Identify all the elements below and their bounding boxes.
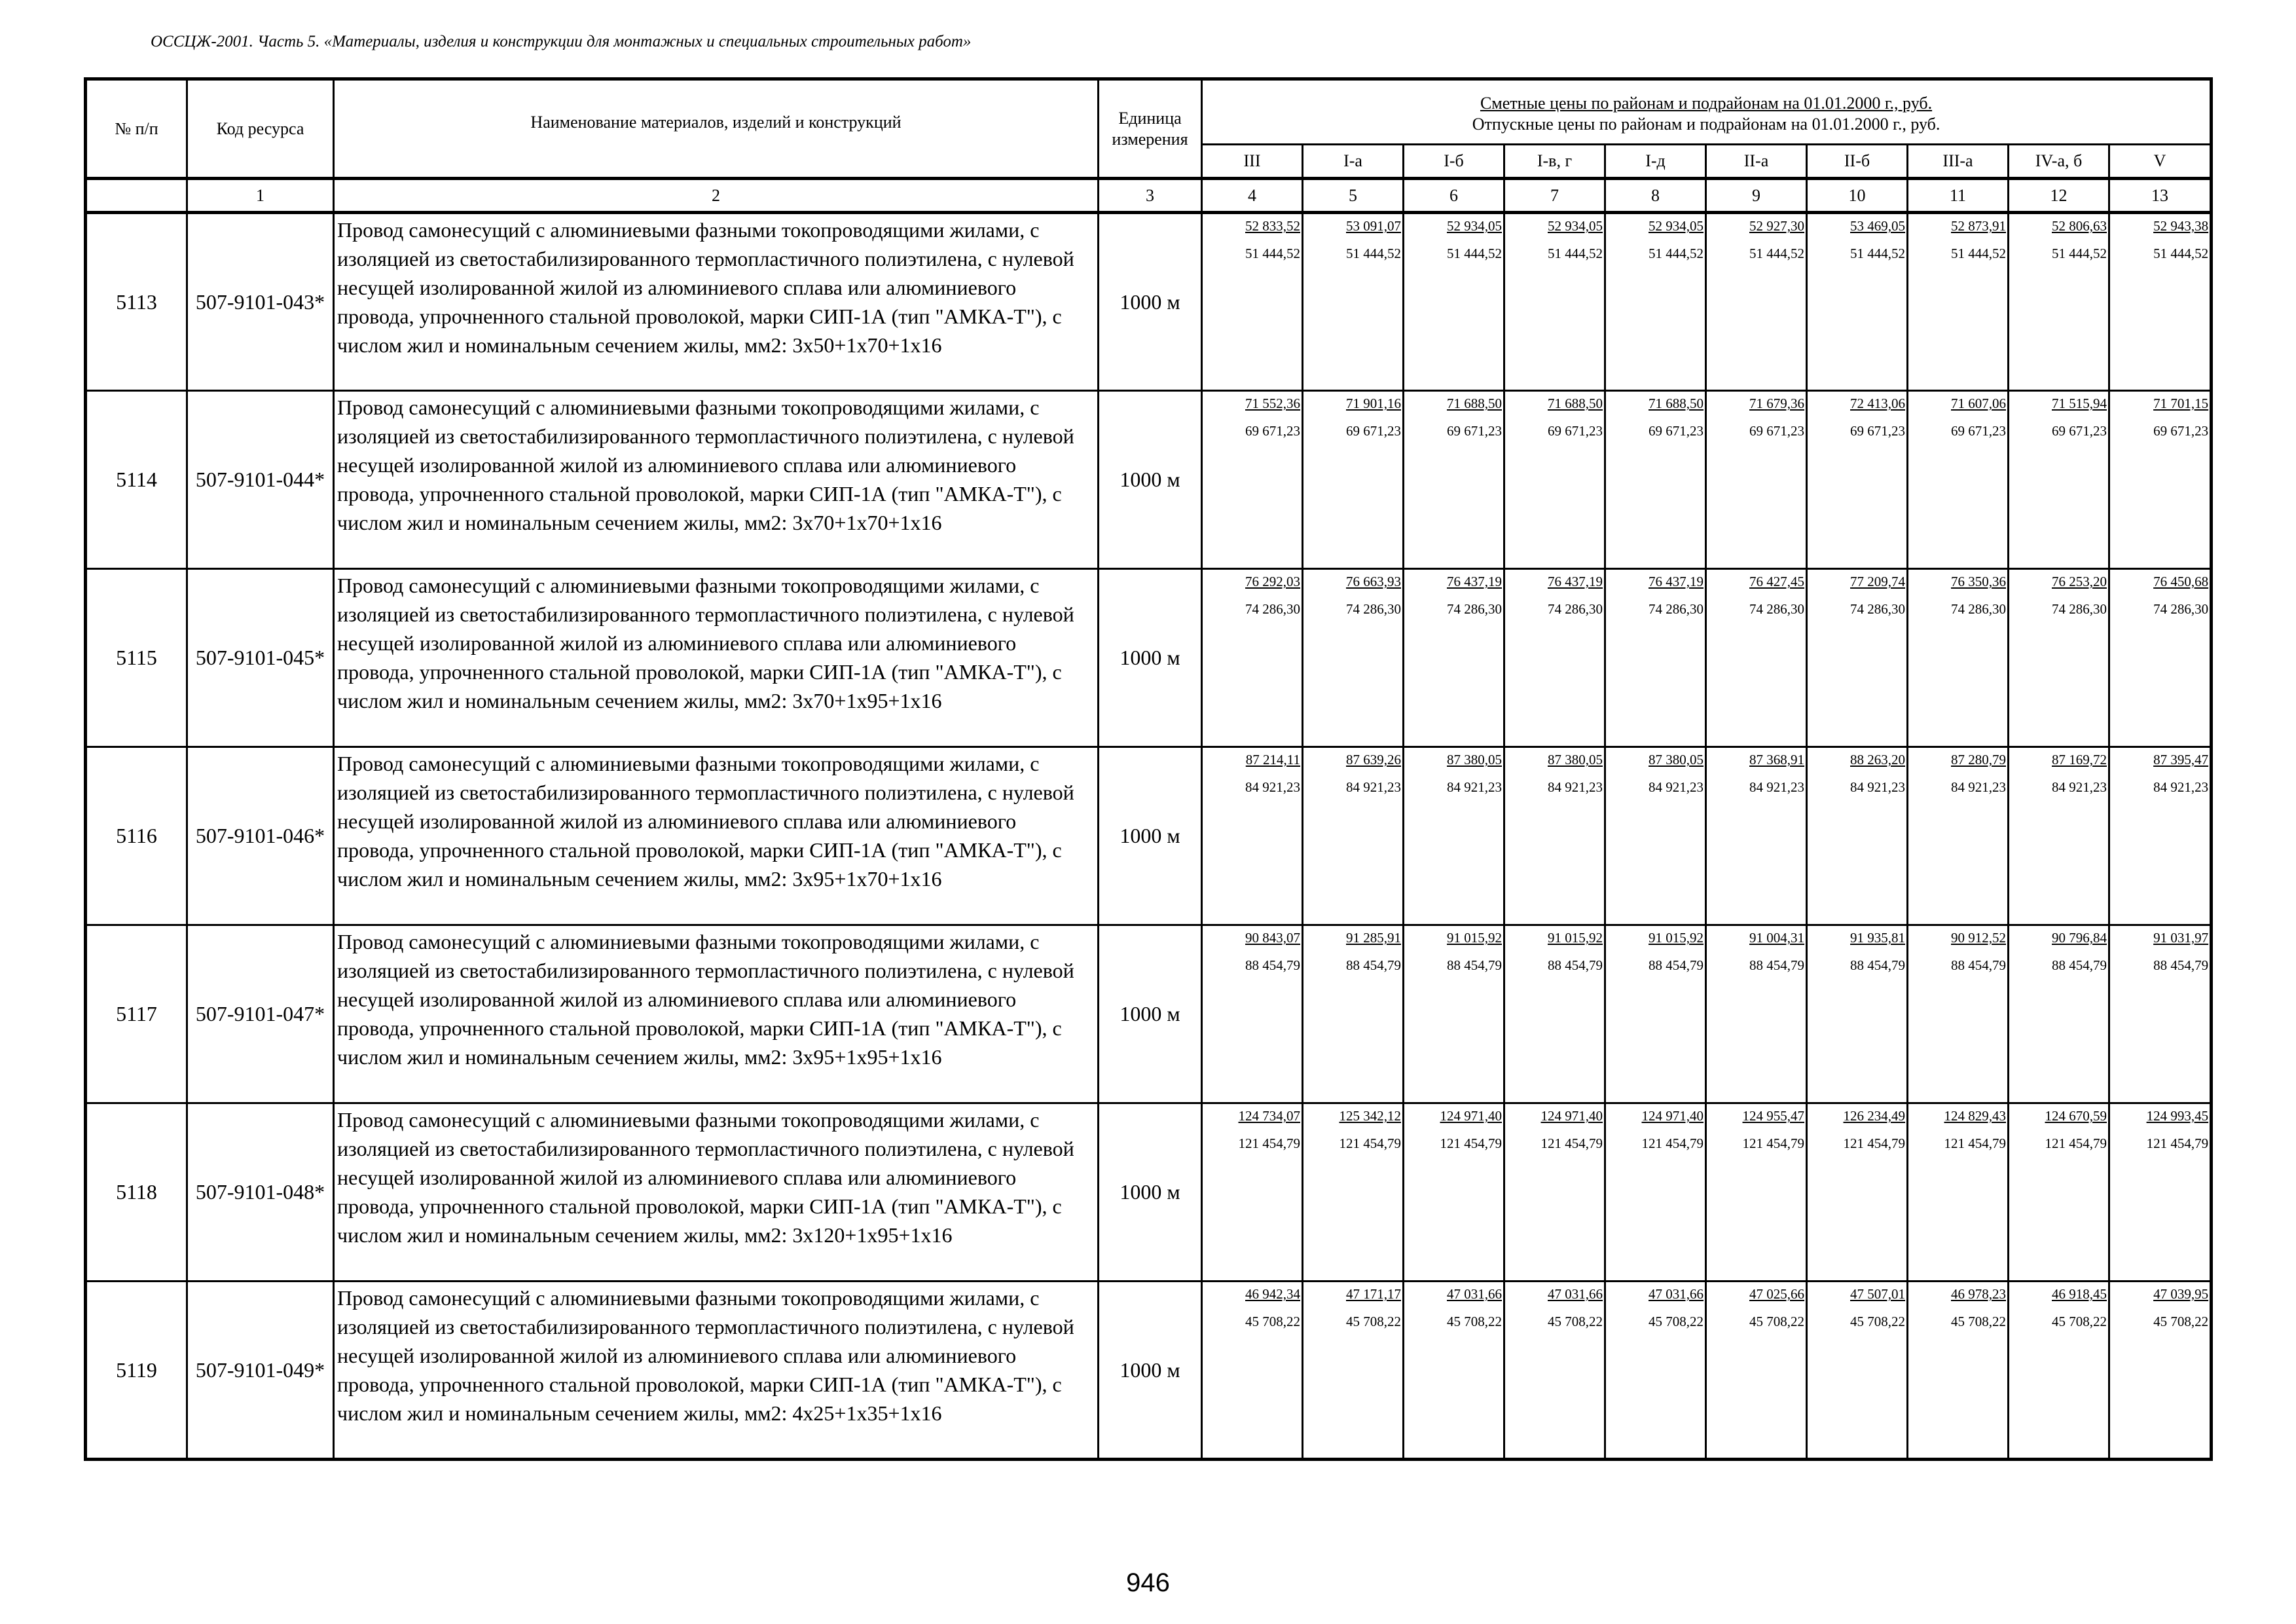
release-price: 45 708,22 (1548, 1314, 1603, 1329)
page-number: 946 (1126, 1568, 1170, 1597)
estimate-price: 124 955,47 (1742, 1108, 1804, 1124)
price-cell (1706, 1103, 1807, 1282)
header-prices (1202, 79, 2212, 145)
unit-of-measure: 1000 м (1099, 391, 1202, 569)
release-price: 45 708,22 (1447, 1314, 1502, 1329)
resource-code: 507-9101-049* (187, 1282, 334, 1460)
release-price: 88 454,79 (2052, 957, 2107, 973)
estimate-price: 47 039,95 (2153, 1286, 2209, 1302)
price-cell (2109, 1282, 2212, 1460)
unit-of-measure: 1000 м (1099, 569, 1202, 747)
price-cell (1605, 1282, 1706, 1460)
price-cell (2109, 391, 2212, 569)
price-cell (2009, 1282, 2109, 1460)
release-price: 121 454,79 (1238, 1135, 1300, 1151)
estimate-price: 71 679,36 (1749, 396, 1804, 411)
estimate-price: 126 234,49 (1843, 1108, 1905, 1124)
estimate-price: 46 978,23 (1951, 1286, 2006, 1302)
release-price: 45 708,22 (1346, 1314, 1401, 1329)
price-cell (1908, 391, 2009, 569)
price-cell (1202, 213, 1303, 391)
price-cell (1908, 569, 2009, 747)
release-price: 84 921,23 (1548, 779, 1603, 795)
column-number: 11 (1908, 179, 2009, 213)
row-number: 5119 (86, 1282, 187, 1460)
estimate-price: 71 901,16 (1346, 396, 1401, 411)
price-cell (1908, 747, 2009, 925)
region-header: II-а (1706, 145, 1807, 179)
table-row (86, 213, 2212, 391)
price-cell (1303, 213, 1404, 391)
column-number-row (86, 179, 2212, 213)
material-name: Провод самонесущий с алюминиевыми фазными токопроводящими жилами, с изоляцией из светостабилизированного термопластичного полиэтилена, с нулевой несущей изолированной жилой из алюминиевого сплава или алюминиевого провода, упрочненного стальной проволокой, марки СИП-1А (тип "АМКА-Т"), с числом жил и номинальным сечением жилы, мм2: 3х95+1х70+1х16 (334, 747, 1099, 925)
row-number: 5114 (86, 391, 187, 569)
column-number: 2 (334, 179, 1099, 213)
estimate-price: 71 607,06 (1951, 396, 2006, 411)
table-row (86, 569, 2212, 747)
estimate-price: 76 253,20 (2052, 574, 2107, 589)
price-cell (2109, 747, 2212, 925)
region-header: V (2109, 145, 2212, 179)
estimate-price: 76 292,03 (1245, 574, 1300, 589)
resource-code: 507-9101-047* (187, 925, 334, 1103)
unit-of-measure: 1000 м (1099, 213, 1202, 391)
release-price: 74 286,30 (1245, 601, 1300, 617)
price-cell (2009, 391, 2109, 569)
price-cell (1605, 569, 1706, 747)
price-cell (2109, 569, 2212, 747)
release-price: 88 454,79 (1649, 957, 1704, 973)
column-number: 12 (2009, 179, 2109, 213)
estimate-price: 91 015,92 (1447, 930, 1502, 946)
release-price: 88 454,79 (1245, 957, 1300, 973)
resource-code: 507-9101-046* (187, 747, 334, 925)
estimate-price: 87 380,05 (1548, 752, 1603, 767)
price-cell (2009, 925, 2109, 1103)
release-price: 45 708,22 (1951, 1314, 2006, 1329)
row-number: 5115 (86, 569, 187, 747)
release-price: 121 454,79 (1742, 1135, 1804, 1151)
release-price: 121 454,79 (1944, 1135, 2006, 1151)
estimate-price: 124 971,40 (1540, 1108, 1603, 1124)
release-price: 51 444,52 (2153, 246, 2209, 261)
region-header: I-д (1605, 145, 1706, 179)
table-row (86, 925, 2212, 1103)
release-price: 69 671,23 (1749, 423, 1804, 439)
price-cell (1303, 569, 1404, 747)
price-cell (1605, 747, 1706, 925)
estimate-price: 47 025,66 (1749, 1286, 1804, 1302)
estimate-price: 90 912,52 (1951, 930, 2006, 946)
price-cell (1706, 213, 1807, 391)
release-price: 69 671,23 (2052, 423, 2107, 439)
row-number: 5118 (86, 1103, 187, 1282)
release-price: 121 454,79 (2146, 1135, 2209, 1151)
estimate-price: 47 507,01 (1850, 1286, 1905, 1302)
release-price: 84 921,23 (1951, 779, 2006, 795)
price-cell (1807, 569, 1908, 747)
price-cell (1404, 747, 1504, 925)
estimate-price: 71 701,15 (2153, 396, 2209, 411)
price-cell (2009, 569, 2109, 747)
release-price: 74 286,30 (1548, 601, 1603, 617)
estimate-price: 72 413,06 (1850, 396, 1905, 411)
release-price: 84 921,23 (1245, 779, 1300, 795)
header-num: № п/п (86, 79, 187, 179)
estimate-price: 91 935,81 (1850, 930, 1905, 946)
release-price: 45 708,22 (1245, 1314, 1300, 1329)
material-name: Провод самонесущий с алюминиевыми фазными токопроводящими жилами, с изоляцией из светостабилизированного термопластичного полиэтилена, с нулевой несущей изолированной жилой из алюминиевого сплава или алюминиевого провода, упрочненного стальной проволокой, марки СИП-1А (тип "АМКА-Т"), с числом жил и номинальным сечением жилы, мм2: 3х120+1х95+1х16 (334, 1103, 1099, 1282)
release-price: 88 454,79 (1951, 957, 2006, 973)
price-cell (1404, 925, 1504, 1103)
price-cell (1202, 747, 1303, 925)
release-price: 69 671,23 (1245, 423, 1300, 439)
release-price: 69 671,23 (1951, 423, 2006, 439)
release-price: 69 671,23 (1346, 423, 1401, 439)
price-cell (1706, 747, 1807, 925)
price-cell (1404, 1282, 1504, 1460)
price-cell (1706, 391, 1807, 569)
release-price: 74 286,30 (1447, 601, 1502, 617)
region-header: III-а (1908, 145, 2009, 179)
release-price: 74 286,30 (1951, 601, 2006, 617)
material-name: Провод самонесущий с алюминиевыми фазными токопроводящими жилами, с изоляцией из светостабилизированного термопластичного полиэтилена, с нулевой несущей изолированной жилой из алюминиевого сплава или алюминиевого провода, упрочненного стальной проволокой, марки СИП-1А (тип "АМКА-Т"), с числом жил и номинальным сечением жилы, мм2: 3х70+1х95+1х16 (334, 569, 1099, 747)
price-cell (1202, 1103, 1303, 1282)
column-number: 10 (1807, 179, 1908, 213)
column-number: 7 (1504, 179, 1605, 213)
header-code: Код ресурса (187, 79, 334, 179)
release-price: 121 454,79 (1540, 1135, 1603, 1151)
release-price: 69 671,23 (1548, 423, 1603, 439)
price-cell (1504, 1282, 1605, 1460)
resource-code: 507-9101-044* (187, 391, 334, 569)
estimate-price: 124 971,40 (1440, 1108, 1502, 1124)
price-cell (1303, 1103, 1404, 1282)
release-price: 88 454,79 (1447, 957, 1502, 973)
price-cell (1807, 391, 1908, 569)
estimate-price: 87 395,47 (2153, 752, 2209, 767)
table-row (86, 747, 2212, 925)
price-cell (1303, 925, 1404, 1103)
release-price: 51 444,52 (1951, 246, 2006, 261)
price-cell (1706, 1282, 1807, 1460)
price-cell (2109, 1103, 2212, 1282)
row-number: 5113 (86, 213, 187, 391)
estimate-price: 90 843,07 (1245, 930, 1300, 946)
price-cell (1605, 925, 1706, 1103)
estimate-price: 91 004,31 (1749, 930, 1804, 946)
estimate-price: 76 427,45 (1749, 574, 1804, 589)
estimate-price: 47 031,66 (1548, 1286, 1603, 1302)
release-price: 45 708,22 (2052, 1314, 2107, 1329)
release-price: 121 454,79 (2045, 1135, 2107, 1151)
release-price: 74 286,30 (2153, 601, 2209, 617)
price-cell (2009, 1103, 2109, 1282)
release-price: 69 671,23 (2153, 423, 2209, 439)
estimate-price: 53 091,07 (1346, 218, 1401, 234)
estimate-price: 52 934,05 (1649, 218, 1704, 234)
release-price: 51 444,52 (1346, 246, 1401, 261)
release-price: 51 444,52 (1649, 246, 1704, 261)
estimate-price: 52 934,05 (1548, 218, 1603, 234)
header-estimate-prices: Сметные цены по районам и подрайонам на 01.01.2000 г., руб. (1480, 94, 1933, 113)
estimate-price: 87 214,11 (1245, 752, 1300, 767)
column-number: 5 (1303, 179, 1404, 213)
estimate-price: 77 209,74 (1850, 574, 1905, 589)
estimate-price: 76 350,36 (1951, 574, 2006, 589)
release-price: 74 286,30 (2052, 601, 2107, 617)
resource-code: 507-9101-045* (187, 569, 334, 747)
release-price: 88 454,79 (1749, 957, 1804, 973)
release-price: 69 671,23 (1447, 423, 1502, 439)
estimate-price: 71 552,36 (1245, 396, 1300, 411)
estimate-price: 71 688,50 (1649, 396, 1704, 411)
estimate-price: 76 437,19 (1548, 574, 1603, 589)
estimate-price: 87 380,05 (1447, 752, 1502, 767)
header-name: Наименование материалов, изделий и конструкций (334, 79, 1099, 179)
price-cell (1807, 925, 1908, 1103)
estimate-price: 52 873,91 (1951, 218, 2006, 234)
row-number: 5116 (86, 747, 187, 925)
resource-code: 507-9101-048* (187, 1103, 334, 1282)
material-name: Провод самонесущий с алюминиевыми фазными токопроводящими жилами, с изоляцией из светостабилизированного термопластичного полиэтилена, с нулевой несущей изолированной жилой из алюминиевого сплава или алюминиевого провода, упрочненного стальной проволокой, марки СИП-1А (тип "АМКА-Т"), с числом жил и номинальным сечением жилы, мм2: 3х70+1х70+1х16 (334, 391, 1099, 569)
estimate-price: 91 015,92 (1548, 930, 1603, 946)
estimate-price: 125 342,12 (1339, 1108, 1401, 1124)
price-cell (1404, 213, 1504, 391)
estimate-price: 52 833,52 (1245, 218, 1300, 234)
price-cell (1908, 213, 2009, 391)
price-cell (1504, 925, 1605, 1103)
estimate-price: 47 171,17 (1346, 1286, 1401, 1302)
estimate-price: 124 971,40 (1641, 1108, 1704, 1124)
price-cell (1202, 925, 1303, 1103)
price-cell (2009, 213, 2109, 391)
price-cell (1908, 1282, 2009, 1460)
price-cell (1404, 569, 1504, 747)
release-price: 74 286,30 (1649, 601, 1704, 617)
release-price: 51 444,52 (1749, 246, 1804, 261)
price-cell (2109, 925, 2212, 1103)
column-number: 1 (187, 179, 334, 213)
estimate-price: 76 450,68 (2153, 574, 2209, 589)
column-number: 3 (1099, 179, 1202, 213)
release-price: 51 444,52 (1245, 246, 1300, 261)
release-price: 88 454,79 (1548, 957, 1603, 973)
release-price: 84 921,23 (1447, 779, 1502, 795)
release-price: 45 708,22 (1649, 1314, 1704, 1329)
price-cell (1605, 391, 1706, 569)
region-header: I-б (1404, 145, 1504, 179)
release-price: 51 444,52 (1850, 246, 1905, 261)
estimate-price: 87 368,91 (1749, 752, 1804, 767)
price-cell (1504, 391, 1605, 569)
region-header: III (1202, 145, 1303, 179)
release-price: 88 454,79 (1346, 957, 1401, 973)
release-price: 51 444,52 (1548, 246, 1603, 261)
release-price: 84 921,23 (2153, 779, 2209, 795)
price-cell (1504, 747, 1605, 925)
table-row (86, 1103, 2212, 1282)
release-price: 74 286,30 (1749, 601, 1804, 617)
estimate-price: 87 169,72 (2052, 752, 2107, 767)
estimate-price: 71 515,94 (2052, 396, 2107, 411)
region-header: IV-а, б (2009, 145, 2109, 179)
column-number: 8 (1605, 179, 1706, 213)
release-price: 45 708,22 (1749, 1314, 1804, 1329)
release-price: 51 444,52 (2052, 246, 2107, 261)
material-name: Провод самонесущий с алюминиевыми фазными токопроводящими жилами, с изоляцией из светостабилизированного термопластичного полиэтилена, с нулевой несущей изолированной жилой из алюминиевого сплава или алюминиевого провода, упрочненного стальной проволокой, марки СИП-1А (тип "АМКА-Т"), с числом жил и номинальным сечением жилы, мм2: 3х50+1х70+1х16 (334, 213, 1099, 391)
price-cell (1202, 391, 1303, 569)
estimate-price: 91 031,97 (2153, 930, 2209, 946)
estimate-price: 47 031,66 (1649, 1286, 1704, 1302)
release-price: 121 454,79 (1440, 1135, 1502, 1151)
price-cell (1504, 1103, 1605, 1282)
release-price: 121 454,79 (1339, 1135, 1401, 1151)
release-price: 74 286,30 (1850, 601, 1905, 617)
unit-of-measure: 1000 м (1099, 747, 1202, 925)
estimate-price: 71 688,50 (1548, 396, 1603, 411)
estimate-price: 52 943,38 (2153, 218, 2209, 234)
table-row (86, 391, 2212, 569)
price-cell (1706, 925, 1807, 1103)
price-cell (1706, 569, 1807, 747)
release-price: 84 921,23 (2052, 779, 2107, 795)
estimate-price: 47 031,66 (1447, 1286, 1502, 1302)
estimate-price: 53 469,05 (1850, 218, 1905, 234)
estimate-price: 52 806,63 (2052, 218, 2107, 234)
estimate-price: 87 280,79 (1951, 752, 2006, 767)
estimate-price: 46 918,45 (2052, 1286, 2107, 1302)
estimate-price: 87 639,26 (1346, 752, 1401, 767)
estimate-price: 88 263,20 (1850, 752, 1905, 767)
unit-of-measure: 1000 м (1099, 925, 1202, 1103)
region-header: I-а (1303, 145, 1404, 179)
header-release-prices: Отпускные цены по районам и подрайонам на 01.01.2000 г., руб. (1472, 115, 1941, 134)
release-price: 84 921,23 (1850, 779, 1905, 795)
estimate-price: 91 285,91 (1346, 930, 1401, 946)
release-price: 84 921,23 (1346, 779, 1401, 795)
price-cell (1404, 391, 1504, 569)
price-cell (1908, 1103, 2009, 1282)
release-price: 74 286,30 (1346, 601, 1401, 617)
release-price: 84 921,23 (1749, 779, 1804, 795)
price-cell (1303, 747, 1404, 925)
estimate-price: 71 688,50 (1447, 396, 1502, 411)
price-cell (1807, 747, 1908, 925)
estimate-price: 76 437,19 (1447, 574, 1502, 589)
material-name: Провод самонесущий с алюминиевыми фазными токопроводящими жилами, с изоляцией из светостабилизированного термопластичного полиэтилена, с нулевой несущей изолированной жилой из алюминиевого сплава или алюминиевого провода, упрочненного стальной проволокой, марки СИП-1А (тип "АМКА-Т"), с числом жил и номинальным сечением жилы, мм2: 3х95+1х95+1х16 (334, 925, 1099, 1103)
price-cell (1404, 1103, 1504, 1282)
unit-of-measure: 1000 м (1099, 1282, 1202, 1460)
price-cell (1908, 925, 2009, 1103)
estimate-price: 124 829,43 (1944, 1108, 2006, 1124)
header-unit: Единица измерения (1099, 79, 1202, 179)
column-number: 13 (2109, 179, 2212, 213)
material-name: Провод самонесущий с алюминиевыми фазными токопроводящими жилами, с изоляцией из светостабилизированного термопластичного полиэтилена, с нулевой несущей изолированной жилой из алюминиевого сплава или алюминиевого провода, упрочненного стальной проволокой, марки СИП-1А (тип "АМКА-Т"), с числом жил и номинальным сечением жилы, мм2: 4х25+1х35+1х16 (334, 1282, 1099, 1460)
release-price: 51 444,52 (1447, 246, 1502, 261)
release-price: 69 671,23 (1649, 423, 1704, 439)
estimate-price: 52 934,05 (1447, 218, 1502, 234)
price-cell (1807, 1103, 1908, 1282)
estimate-price: 87 380,05 (1649, 752, 1704, 767)
release-price: 84 921,23 (1649, 779, 1704, 795)
unit-of-measure: 1000 м (1099, 1103, 1202, 1282)
release-price: 88 454,79 (1850, 957, 1905, 973)
estimate-price: 90 796,84 (2052, 930, 2107, 946)
release-price: 88 454,79 (2153, 957, 2209, 973)
estimate-price: 124 734,07 (1238, 1108, 1300, 1124)
row-number: 5117 (86, 925, 187, 1103)
release-price: 69 671,23 (1850, 423, 1905, 439)
price-cell (1202, 569, 1303, 747)
estimate-price: 91 015,92 (1649, 930, 1704, 946)
column-number: 6 (1404, 179, 1504, 213)
estimate-price: 46 942,34 (1245, 1286, 1300, 1302)
document-header: ОССЦЖ-2001. Часть 5. «Материалы, изделия и конструкции для монтажных и специальных строительных работ» (151, 33, 972, 50)
estimate-price: 124 670,59 (2045, 1108, 2107, 1124)
price-cell (1202, 1282, 1303, 1460)
table-row (86, 1282, 2212, 1460)
price-cell (1504, 569, 1605, 747)
price-cell (2109, 213, 2212, 391)
column-number: 4 (1202, 179, 1303, 213)
release-price: 45 708,22 (2153, 1314, 2209, 1329)
estimate-price: 76 663,93 (1346, 574, 1401, 589)
resource-code: 507-9101-043* (187, 213, 334, 391)
price-table (84, 77, 2213, 1461)
price-cell (2009, 747, 2109, 925)
estimate-price: 76 437,19 (1649, 574, 1704, 589)
price-cell (1504, 213, 1605, 391)
release-price: 121 454,79 (1843, 1135, 1905, 1151)
price-cell (1303, 391, 1404, 569)
price-cell (1605, 1103, 1706, 1282)
region-header: I-в, г (1504, 145, 1605, 179)
release-price: 45 708,22 (1850, 1314, 1905, 1329)
price-cell (1303, 1282, 1404, 1460)
price-cell (1807, 1282, 1908, 1460)
price-cell (1605, 213, 1706, 391)
estimate-price: 124 993,45 (2146, 1108, 2209, 1124)
price-cell (1807, 213, 1908, 391)
release-price: 121 454,79 (1641, 1135, 1704, 1151)
estimate-price: 52 927,30 (1749, 218, 1804, 234)
region-header: II-б (1807, 145, 1908, 179)
column-number: 9 (1706, 179, 1807, 213)
